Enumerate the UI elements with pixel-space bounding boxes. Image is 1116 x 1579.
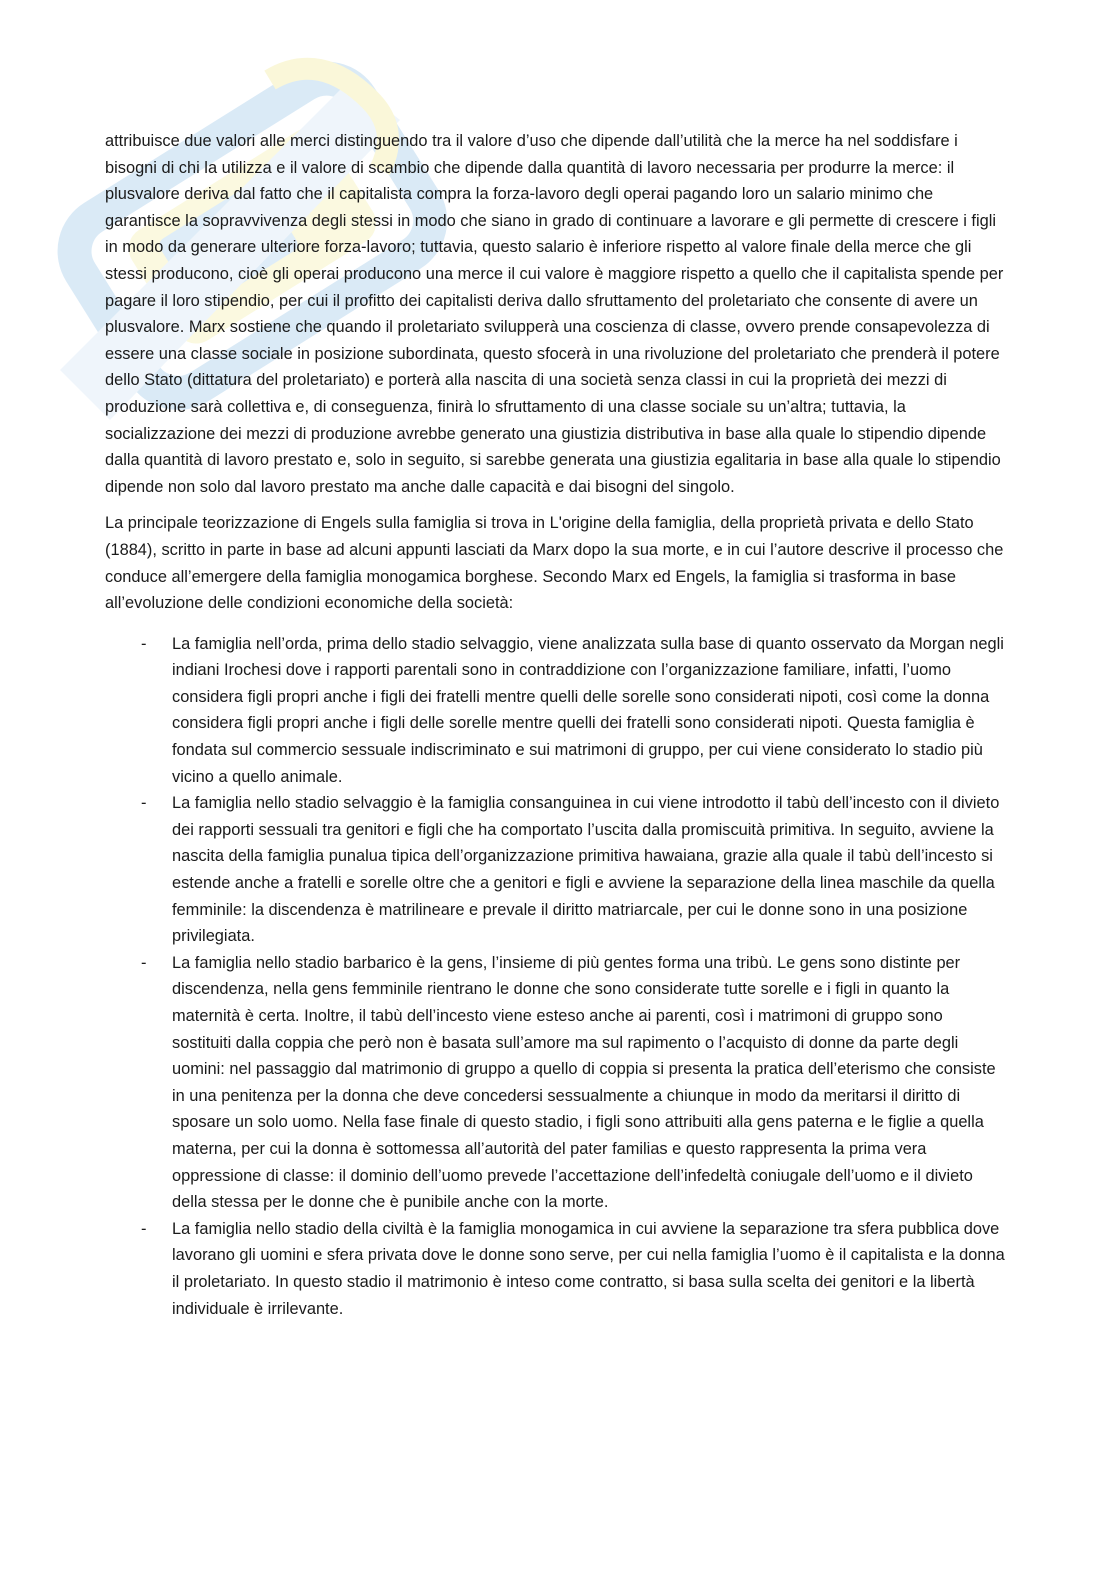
document-page (105, 128, 1005, 1322)
paragraph-marx-value: attribuisce due valori alle merci distinguendo tra il valore d’uso che dipende dall’utilità che la merce ha nel soddisfare i bisogni di chi la utilizza e il valore di scambio che dipende dalla quantità di lavoro necessaria per produrre la merce: il plusvalore deriva dal fatto che il capitalista compra la forza-lavoro degli operai pagando loro un salario minimo che garantisce la sopravvivenza degli stessi in modo che siano in grado di continuare a lavorare e gli permette di crescere i figli in modo da generare ulteriore forza-lavoro; tuttavia, questo salario è inferiore rispetto al valore finale della merce che gli stessi producono, cioè gli operai producono una merce il cui valore è maggiore rispetto a quello che il capitalista spende per pagare il loro stipendio, per cui il profitto dei capitalisti deriva dallo sfruttamento del proletariato che consente di avere un plusvalore. Marx sostiene che quando il proletariato svilupperà una coscienza di classe, ovvero prende consapevolezza di essere una classe sociale in posizione subordinata, questo sfocerà in una rivoluzione del proletariato che prenderà il potere dello Stato (dittatura del proletariato) e porterà alla nascita di una società senza classi in cui la proprietà dei mezzi di produzione sarà collettiva e, di conseguenza, finirà lo sfruttamento di una classe sociale su un’altra; tuttavia, la socializzazione dei mezzi di produzione avrebbe generato una giustizia distributiva in base alla quale lo stipendio dipende dalla quantità di lavoro prestato e, solo in seguito, si sarebbe generata una giustizia egalitaria in base alla quale lo stipendio dipende non solo dal lavoro prestato ma anche dalle capacità e dai bisogni del singolo. (105, 132, 1004, 496)
list-item-text: La famiglia nello stadio della civiltà è la famiglia monogamica in cui avviene la separazione tra sfera pubblica dove lavorano gli uomini e sfera privata dove le donne sono serve, per cui nella famiglia l’uomo è il capitalista e la donna il proletariato. In questo stadio il matrimonio è inteso come contratto, si basa sulla scelta dei genitori e la libertà individuale è irrilevante. (172, 1219, 1005, 1318)
paragraph-engels-family: La principale teorizzazione di Engels sulla famiglia si trova in L'origine della famiglia, della proprietà privata e dello Stato (1884), scritto in parte in base ad alcuni appunti lasciati da Marx dopo la sua morte, e in cui l’autore descrive il processo che conduce all’emergere della famiglia monogamica borghese. Secondo Marx ed Engels, la famiglia si trasforma in base all’evoluzione delle condizioni economiche della società: (105, 514, 1004, 613)
list-item-civilta (105, 1216, 1005, 1322)
list-item-orda (105, 631, 1005, 791)
bullet-dash: - (141, 634, 147, 653)
list-item-barbarico (105, 950, 1005, 1216)
list-item-selvaggio (105, 790, 1005, 950)
family-stages-list (105, 631, 1005, 1322)
bullet-dash: - (141, 1219, 147, 1238)
list-item-text: La famiglia nello stadio selvaggio è la famiglia consanguinea in cui viene introdotto il tabù dell’incesto con il divieto dei rapporti sessuali tra genitori e figli che ha comportato l’uscita dalla promiscuità primitiva. In seguito, avviene la nascita della famiglia punalua tipica dell’organizzazione primitiva hawaiana, grazie alla quale il tabù dell’incesto si estende anche a fratelli e sorelle oltre che a genitori e figli e avviene la separazione della linea maschile da quella femminile: la discendenza è matrilineare e prevale il diritto matriarcale, per cui le donne sono in una posizione privilegiata. (172, 794, 1000, 946)
bullet-dash: - (141, 953, 147, 972)
list-item-text: La famiglia nell’orda, prima dello stadio selvaggio, viene analizzata sulla base di quanto osservato da Morgan negli indiani Irochesi dove i rapporti parentali sono in contraddizione con l’organizzazione familiare, infatti, l’uomo considera figli propri anche i figli dei fratelli mentre quelli delle sorelle sono considerati nipoti, così come la donna considera figli propri anche i figli delle sorelle mentre quelli dei fratelli sono considerati nipoti. Questa famiglia è fondata sul commercio sessuale indiscriminato e sui matrimoni di gruppo, per cui viene considerato lo stadio più vicino a quello animale. (172, 634, 1004, 786)
bullet-dash: - (141, 794, 147, 813)
list-item-text: La famiglia nello stadio barbarico è la gens, l’insieme di più gentes forma una tribù. Le gens sono distinte per discendenza, nella gens femminile rientrano le donne che sono considerate tutte sorelle e i figli in quanto la maternità è certa. Inoltre, il tabù dell’incesto viene esteso anche ai parenti, così i matrimoni di gruppo sono sostituiti dalla coppia che però non è basata sull’amore ma sul rapimento o l’acquisto di donne da parte degli uomini: nel passaggio dal matrimonio di gruppo a quello di coppia si presenta la pratica dell’eterismo che consiste in una penitenza per la donna che deve concedersi sessualmente a chiunque in modo da meritarsi il diritto di sposare un solo uomo. Nella fase finale di questo stadio, i figli sono attribuiti alla gens paterna e le figlie a quella materna, per cui la donna è sottomessa all’autorità del pater familias e questo rappresenta la prima vera oppressione di classe: il dominio dell’uomo prevede l’accettazione dell’infedeltà coniugale dell’uomo e il divieto della stessa per le donne che è punibile anche con la morte. (172, 953, 996, 1212)
